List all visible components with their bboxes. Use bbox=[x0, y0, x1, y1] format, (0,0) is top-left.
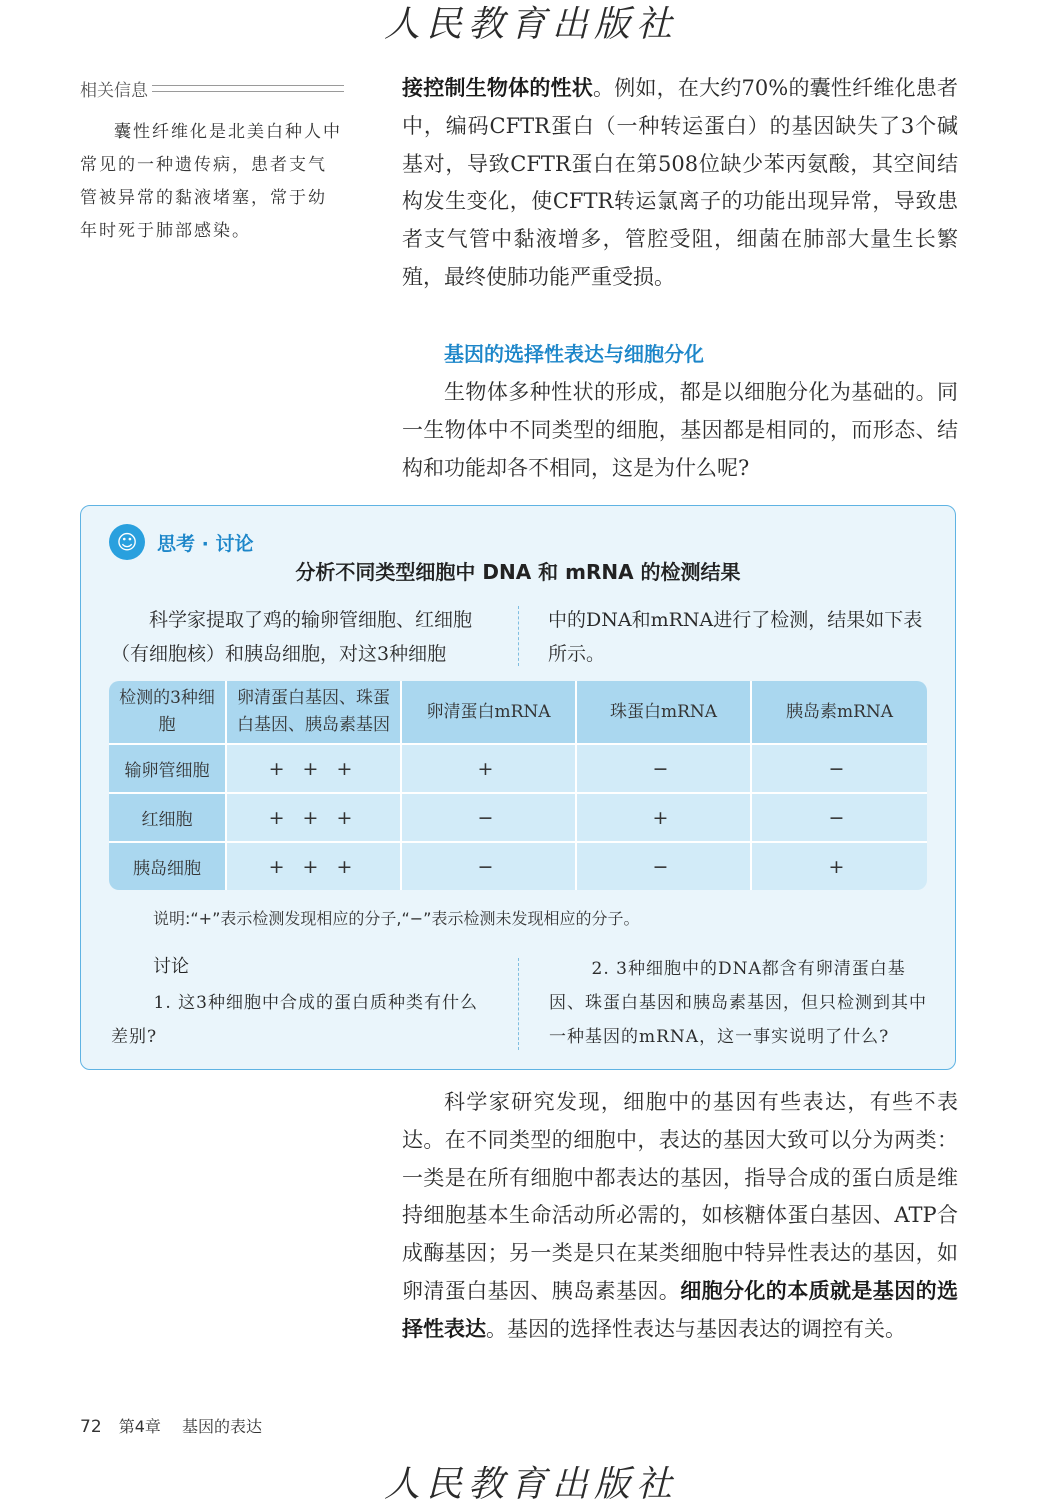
detection-results-table bbox=[109, 681, 927, 890]
head-lightbulb-icon: ☺ bbox=[109, 524, 145, 560]
page-number: 72 bbox=[80, 1417, 102, 1437]
row-label: 输卵管细胞 bbox=[109, 745, 227, 794]
table-cell: + bbox=[752, 843, 927, 890]
chapter-title: 基因的表达 bbox=[182, 1417, 263, 1436]
table-row bbox=[109, 745, 927, 794]
page-footer bbox=[80, 1414, 262, 1437]
table-note: 说明:“+”表示检测发现相应的分子,“−”表示检测未发现相应的分子。 bbox=[153, 909, 640, 928]
header-cell bbox=[227, 681, 402, 745]
table-row bbox=[109, 794, 927, 843]
table-cell: − bbox=[752, 745, 927, 794]
header-text: 卵清蛋白基因、珠蛋白基因、胰岛素基因 bbox=[237, 688, 390, 735]
row-label: 红细胞 bbox=[109, 794, 227, 843]
header-cell bbox=[402, 681, 577, 745]
bold-phrase: 接控制生物体的性状 bbox=[402, 76, 593, 100]
body-paragraph-3 bbox=[402, 1084, 958, 1349]
table-cell: + + + bbox=[227, 745, 402, 794]
related-info-header bbox=[80, 76, 344, 100]
column-divider bbox=[518, 958, 519, 1050]
header-text: 卵清蛋白mRNA bbox=[426, 701, 551, 722]
header-text: 胰岛素mRNA bbox=[785, 701, 894, 722]
header-text: 珠蛋白mRNA bbox=[609, 701, 718, 722]
question-2: 2. 3种细胞中的DNA都含有卵清蛋白基因、珠蛋白基因和胰岛素基因，但只检测到其中一种基因的mRNA，这一事实说明了什么? bbox=[549, 959, 927, 1047]
header-cell bbox=[752, 681, 927, 745]
intro-left: 科学家提取了鸡的输卵管细胞、红细胞（有细胞核）和胰岛细胞，对这3种细胞 bbox=[111, 609, 473, 665]
intro-right: 中的DNA和mRNA进行了检测，结果如下表所示。 bbox=[548, 609, 923, 665]
table-cell: − bbox=[577, 843, 752, 890]
related-info-text: 囊性纤维化是北美白种人中常见的一种遗传病，患者支气管被异常的黏液堵塞，常于幼年时死于肺部感染。 bbox=[80, 122, 342, 241]
table-cell: − bbox=[752, 794, 927, 843]
paragraph-text: 。基因的选择性表达与基因表达的调控有关。 bbox=[486, 1316, 906, 1341]
header-text: 检测的3种细胞 bbox=[119, 688, 215, 735]
table-cell: + bbox=[402, 745, 577, 794]
column-divider bbox=[518, 606, 519, 666]
question-1: 1. 这3种细胞中合成的蛋白质种类有什么差别? bbox=[111, 993, 478, 1047]
body-paragraph-1 bbox=[402, 70, 958, 297]
table-cell: − bbox=[402, 794, 577, 843]
row-label: 胰岛细胞 bbox=[109, 843, 227, 890]
table-row bbox=[109, 843, 927, 890]
table-cell: − bbox=[402, 843, 577, 890]
chapter-number: 第4章 bbox=[118, 1417, 161, 1436]
table-cell: − bbox=[577, 745, 752, 794]
paragraph-text: 。例如，在大约70%的囊性纤维化患者中，编码CFTR蛋白（一种转运蛋白）的基因缺失了3个碱基对，导致CFTR蛋白在第508位缺少苯丙氨酸，其空间结构发生变化，使CFTR转运氯离子的功能出现异常，导致患者支气管中黏液增多，管腔受阻，细菌在肺部大量生长繁殖，最终使肺功能严重受损。 bbox=[402, 76, 958, 289]
table-cell: + bbox=[577, 794, 752, 843]
table-cell: + + + bbox=[227, 794, 402, 843]
discussion-label: 思考 · 讨论 bbox=[157, 533, 254, 555]
discussion-title: 分析不同类型细胞中 DNA 和 mRNA 的检测结果 bbox=[295, 560, 741, 584]
publisher-logo-top: 人民教育出版社 bbox=[383, 4, 678, 45]
double-rule-divider bbox=[152, 85, 344, 92]
body-paragraph-2: 生物体多种性状的形成，都是以细胞分化为基础的。同一生物体中不同类型的细胞，基因都是相同的，而形态、结构和功能却各不相同，这是为什么呢? bbox=[402, 380, 958, 480]
publisher-logo-bottom: 人民教育出版社 bbox=[383, 1464, 678, 1505]
related-info-label: 相关信息 bbox=[80, 80, 148, 101]
discussion-box bbox=[80, 505, 956, 1070]
paragraph-text: 科学家研究发现，细胞中的基因有些表达，有些不表达。在不同类型的细胞中，表达的基因大致可以分为两类：一类是在所有细胞中都表达的基因，指导合成的蛋白质是维持细胞基本生命活动所必需的，如核糖体蛋白基因、ATP合成酶基因；另一类是只在某类细胞中特异性表达的基因，如卵清蛋白基因、胰岛素基因。 bbox=[402, 1090, 958, 1303]
section-heading: 基因的选择性表达与细胞分化 bbox=[444, 342, 704, 366]
header-cell bbox=[577, 681, 752, 745]
discussion-questions-heading: 讨论 bbox=[153, 956, 189, 977]
bold-phrase: 细胞分化的本质就是基因的选择性表达 bbox=[402, 1278, 959, 1341]
table-cell: + + + bbox=[227, 843, 402, 890]
table-header-row bbox=[109, 681, 927, 745]
header-cell bbox=[109, 681, 227, 745]
